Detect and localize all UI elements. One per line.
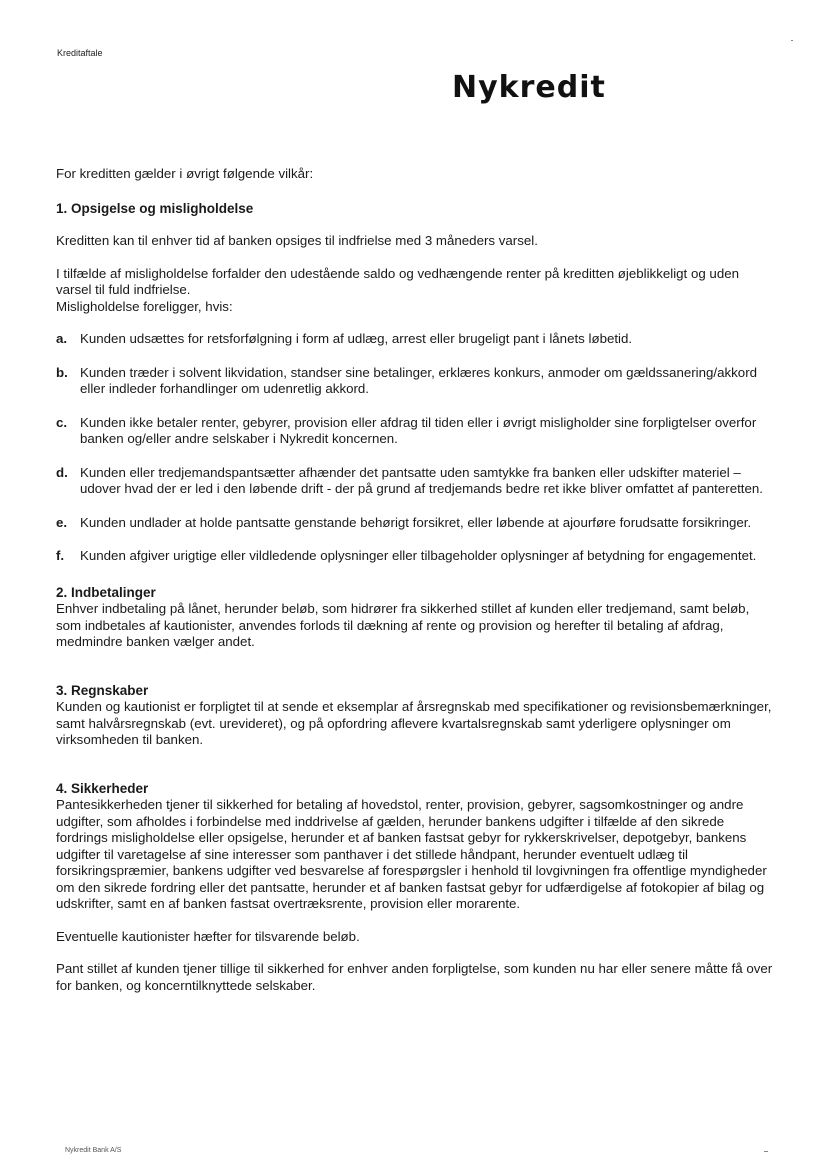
section-paragraph: Misligholdelse foreligger, hvis: bbox=[56, 298, 233, 314]
list-item-letter: f. bbox=[56, 548, 65, 563]
footer-label: Nykredit Bank A/S bbox=[65, 1147, 122, 1154]
section-title: 4. Sikkerheder bbox=[56, 780, 149, 796]
document-type-label: Kreditaftale bbox=[57, 48, 103, 58]
list-item-text: Kunden undlader at holde pantsatte genstande behørigt forsikret, eller løbende at ajourføre forudsatte forsikringer. bbox=[80, 514, 752, 530]
section-title: 2. Indbetalinger bbox=[56, 584, 156, 600]
section-accounts bbox=[56, 683, 776, 749]
list-item-letter: c. bbox=[56, 414, 68, 430]
scan-mark bbox=[764, 1151, 768, 1152]
section-termination bbox=[56, 201, 776, 565]
list-item-letter: a. bbox=[56, 331, 68, 346]
section-paragraph: Pant stillet af kunden tjener tillige til sikkerhed for enhver anden forpligtelse, som kunden nu har eller senere måtte få over for banken, og koncerntilknyttede selskaber. bbox=[56, 961, 773, 993]
nykredit-logo: Nykredit bbox=[452, 70, 606, 105]
list-item-text: Kunden udsættes for retsforfølgning i form af udlæg, arrest eller brugeligt pant i lånets løbetid. bbox=[80, 331, 633, 346]
list-item bbox=[56, 331, 776, 348]
list-item-text: Kunden ikke betaler renter, gebyrer, provision eller afdrag til tiden eller i øvrigt misligholder sine forpligtelser overfor banken og/eller andre selskaber i Nykredit koncernen. bbox=[80, 414, 757, 446]
list-item bbox=[56, 415, 776, 448]
list-item-letter: e. bbox=[56, 514, 68, 530]
list-item bbox=[56, 548, 776, 565]
document-body bbox=[56, 166, 776, 994]
list-item-text: Kunden træder i solvent likvidation, standser sine betalinger, erklæres konkurs, anmoder om gældssanering/akkord eller indleder forhandlinger om udenretlig akkord. bbox=[80, 364, 758, 396]
section-paragraph: I tilfælde af misligholdelse forfalder den udestående saldo og vedhængende renter på kreditten øjeblikkeligt og uden varsel til fuld indfrielse. bbox=[56, 265, 740, 297]
list-item-letter: b. bbox=[56, 364, 68, 380]
default-conditions-list bbox=[56, 331, 776, 565]
section-paragraph: Eventuelle kautionister hæfter for tilsvarende beløb. bbox=[56, 928, 360, 944]
list-item bbox=[56, 515, 776, 532]
section-title: 3. Regnskaber bbox=[56, 682, 149, 698]
list-item-text: Kunden eller tredjemandspantsætter afhænder det pantsatte uden samtykke fra banken eller udskifter materiel – udover hvad der er led i den løbende drift - der på grund af tredjemands bedre ret ikke bliver omfattet af panteretten. bbox=[80, 464, 763, 496]
section-securities bbox=[56, 781, 776, 995]
list-item-text: Kunden afgiver urigtige eller vildledende oplysninger eller tilbageholder oplysninger af betydning for engagementet. bbox=[80, 548, 757, 563]
scan-mark bbox=[791, 40, 793, 41]
section-paragraph: Kreditten kan til enhver tid af banken opsiges til indfrielse med 3 måneders varsel. bbox=[56, 233, 538, 248]
intro-text: For kreditten gælder i øvrigt følgende vilkår: bbox=[56, 166, 314, 181]
section-paragraph: Kunden og kautionist er forpligtet til at sende et eksemplar af årsregnskab med specifikationer og revisionsbemærkninger, samt halvårsregnskab (evt. urevideret), og på opfordring aflevere kvartalsregnskab samt yderligere oplysninger om virksomheden til banken. bbox=[56, 699, 772, 747]
list-item-letter: d. bbox=[56, 464, 68, 480]
section-paragraph: Pantesikkerheden tjener til sikkerhed for betaling af hovedstol, renter, provision, gebyrer, sagsomkostninger og andre udgifter, som afholdes i forbindelse med inddrivelse af gælden, herunder bankens udgifter i tilfælde af den sikrede fordrings misligholdelse eller opsigelse, herunder et af banken fastsat gebyr for rykkerskrivelser, depotgebyr, bankens udgifter til varetagelse af sine interesser som panthaver i det stillede håndpant, herunder eventuelt udlæg til forsikringspræmier, bankens udgifter ved besvarelse af forespørgsler i henhold til lovgivningen fra offentlige myndigheder om den sikrede fordring eller det pantsatte, herunder et af banken fastsat gebyr for udfærdigelse af fotokopier af bilag og udskrifter, samt en af banken fastsat overtræksrente, provision eller morarente. bbox=[56, 797, 767, 911]
section-paragraph: Enhver indbetaling på lånet, herunder beløb, som hidrører fra sikkerhed stillet af kunden eller tredjemand, samt beløb, som indbetales af kautionister, anvendes forlods til dækning af rente og provision og herefter til betaling af afdrag, medmindre banken vælger andet. bbox=[56, 601, 750, 649]
section-title: 1. Opsigelse og misligholdelse bbox=[56, 200, 254, 216]
list-item bbox=[56, 465, 776, 498]
section-payments bbox=[56, 585, 776, 651]
list-item bbox=[56, 365, 776, 398]
